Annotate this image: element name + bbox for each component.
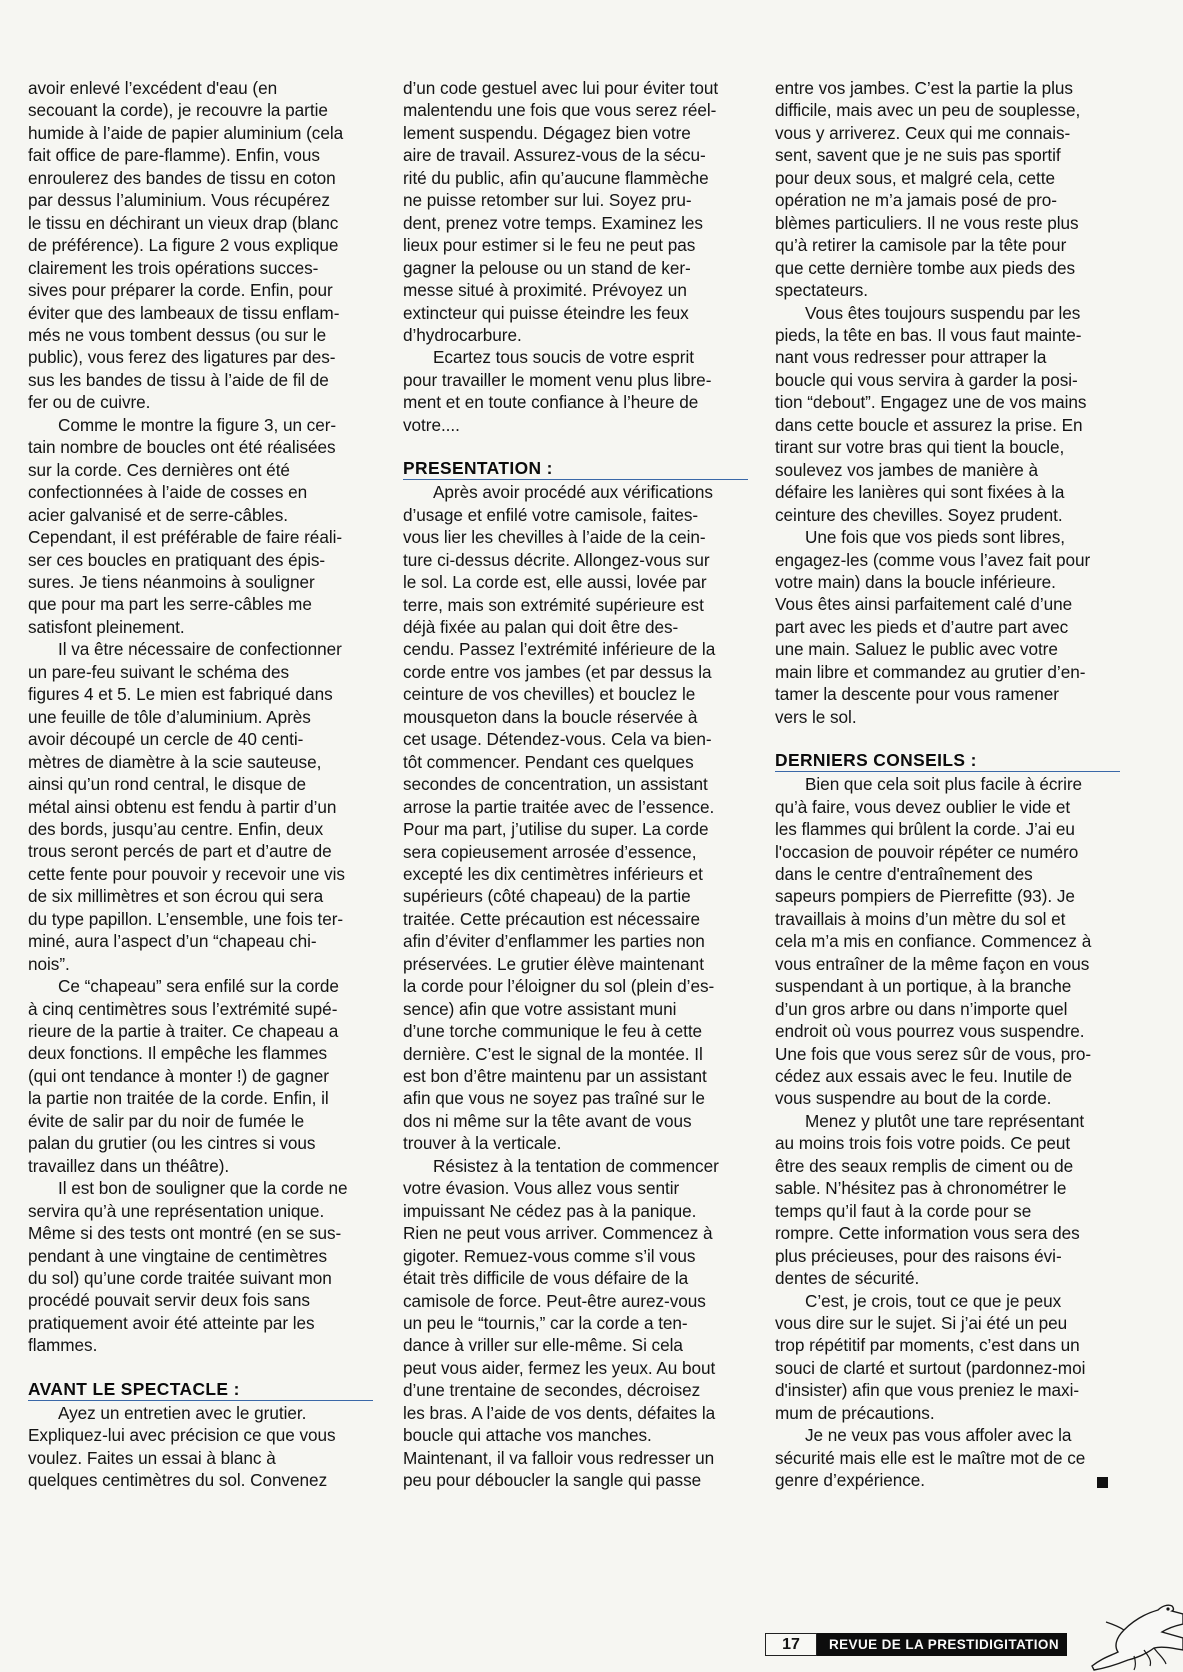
text-line: votre main) dans la boucle inférieure. — [775, 571, 1056, 592]
text-line: Une fois que vous serez sûr de vous, pro- — [775, 1043, 1092, 1064]
text-line: d’usage et enfilé votre camisole, faites- — [403, 504, 699, 525]
text-line: sera copieusement arrosée d’essence, — [403, 841, 697, 862]
text-line: au moins trois fois votre poids. Ce peut — [775, 1133, 1071, 1154]
text-line: opération ne m’a jamais posé de pro- — [775, 190, 1057, 211]
text-line: vous suspendre au bout de la corde. — [775, 1088, 1052, 1109]
text-line: sur la corde. Ces dernières ont été — [28, 459, 290, 480]
text-line: d'insister) afin que vous preniez le maxi- — [775, 1380, 1080, 1401]
text-line: rieure de la partie à traiter. Ce chapeau a — [28, 1021, 339, 1042]
text-line: Menez y plutôt une tare représentant — [805, 1110, 1085, 1131]
text-line: d’un code gestuel avec lui pour éviter tout — [403, 78, 719, 98]
text-line: Rien ne peut vous arriver. Commencez à — [403, 1223, 713, 1244]
text-line: que pour ma part les serre-câbles me — [28, 594, 312, 615]
text-line: lement suspendu. Dégagez bien votre — [403, 122, 691, 143]
text-line: gigoter. Remuez-vous comme s’il vous — [403, 1245, 696, 1266]
text-line: les flammes qui brûlent la corde. J’ai eu — [775, 819, 1075, 840]
text-line: ture ci-dessus décrite. Allongez-vous sur — [403, 549, 710, 570]
paragraph — [28, 1402, 373, 1492]
text-line: Pour ma part, j’utilise du super. La corde — [403, 819, 709, 840]
paragraph — [403, 346, 748, 436]
text-line: Il est bon de souligner que la corde ne — [58, 1178, 348, 1199]
text-line: peut vous aider, fermez les yeux. Au bout — [403, 1357, 716, 1378]
text-line: dos ni même sur la tête avant de vous — [403, 1110, 692, 1131]
text-line: déjà fixée au palan qui doit être des- — [403, 616, 679, 637]
text-line: sures. Je tiens néanmoins à souligner — [28, 571, 315, 592]
text-line: que cette dernière tombe aux pieds des — [775, 257, 1076, 278]
text-line: d’une torche communique le feu à cette — [403, 1021, 703, 1042]
text-line: pour travailler le moment venu plus libre- — [403, 369, 712, 390]
text-line: miné, aura l’aspect d’un “chapeau chi- — [28, 931, 317, 952]
paragraph — [28, 414, 373, 639]
text-line: engagez-les (comme vous l’avez fait pour — [775, 549, 1091, 570]
text-line: Vous êtes ainsi parfaitement calé d’une — [775, 594, 1073, 615]
text-line: sent, savent que je ne suis pas sportif — [775, 145, 1061, 166]
text-line: cette fente pour pouvoir y recevoir une vis — [28, 863, 345, 884]
text-line: pour deux sous, et malgré cela, cette — [775, 167, 1055, 188]
text-line: flammes. — [28, 1335, 98, 1356]
text-line: pendant à une vingtaine de centimètres — [28, 1245, 328, 1266]
text-line: afin d’éviter d’enflammer les parties non — [403, 931, 705, 952]
page-footer — [765, 1633, 1135, 1658]
text-line: sécurité mais elle est le maître mot de ce — [775, 1447, 1086, 1468]
text-line: cendu. Passez l’extrémité inférieure de la — [403, 639, 716, 660]
section-heading: AVANT LE SPECTACLE : — [28, 1379, 373, 1401]
text-line: souci de clarté et surtout (pardonnez-moi — [775, 1357, 1086, 1378]
text-line: blèmes particuliers. Il ne vous reste plus — [775, 212, 1079, 233]
text-line: (qui ont tendance à monter !) de gagner — [28, 1065, 329, 1086]
text-line: travaillais à moins d’un mètre du sol et — [775, 908, 1066, 929]
text-line: tirant sur votre bras qui tient la boucle, — [775, 437, 1065, 458]
text-line: procédé pouvait servir deux fois sans — [28, 1290, 310, 1311]
text-line: peu pour déboucler la sangle qui passe — [403, 1470, 702, 1491]
text-line: traitée. Cette précaution est nécessaire — [403, 908, 701, 929]
text-line: camisole de force. Peut-être aurez-vous — [403, 1290, 706, 1311]
text-line: Maintenant, il va falloir vous redresser un — [403, 1447, 715, 1468]
text-line: tion “debout”. Engagez une de vos mains — [775, 392, 1087, 413]
text-line: pratiquement avoir été atteinte par les — [28, 1312, 315, 1333]
text-line: vous lier les chevilles à l’aide de la cein- — [403, 527, 706, 548]
paragraph — [403, 1155, 748, 1492]
text-line: fer ou de cuivre. — [28, 392, 151, 413]
heading-spacer — [775, 728, 1120, 750]
text-line: excepté les dix centimètres inférieurs et — [403, 863, 703, 884]
text-line: trop répétitif par moments, c’est dans un — [775, 1335, 1080, 1356]
text-line: sapeurs pompiers de Pierrefitte (93). Je — [775, 886, 1075, 907]
text-line: travaillez dans un théâtre). — [28, 1155, 230, 1176]
text-line: être des seaux remplis de ciment ou de — [775, 1155, 1074, 1176]
text-line: suspendant à un portique, à la branche — [775, 976, 1072, 997]
text-line: Même si des tests ont montré (en se sus- — [28, 1223, 342, 1244]
text-line: endroit où vous pourrez vous suspendre. — [775, 1021, 1085, 1042]
text-line: avoir enlevé l’excédent d'eau (en — [28, 78, 278, 98]
text-line: satisfont pleinement. — [28, 616, 185, 637]
text-line: difficile, mais avec un peu de souplesse, — [775, 100, 1081, 121]
text-line: aire de travail. Assurez-vous de la sécu- — [403, 145, 706, 166]
text-line: nois”. — [28, 953, 70, 974]
text-line: mum de précautions. — [775, 1402, 935, 1423]
text-line: sus les bandes de tissu à l’aide de fil de — [28, 369, 329, 390]
text-line: cela m’a mis en confiance. Commencez à — [775, 931, 1092, 952]
text-line: une main. Saluez le public avec votre — [775, 639, 1058, 660]
text-line: main libre et commandez au grutier d’en- — [775, 661, 1086, 682]
text-line: d’une trentaine de secondes, décroisez — [403, 1380, 701, 1401]
text-line: voulez. Faites un essai à blanc à — [28, 1447, 276, 1468]
article-column-3 — [775, 77, 1120, 1492]
paragraph — [775, 1290, 1120, 1425]
text-line: terre, mais son extrémité supérieure est — [403, 594, 704, 615]
text-line: quelques centimètres du sol. Convenez — [28, 1470, 328, 1491]
heading-spacer — [28, 1357, 373, 1379]
text-line: dance à vriller sur elle-même. Si cela — [403, 1335, 683, 1356]
text-line: le sol. La corde est, elle aussi, lovée par — [403, 572, 707, 593]
text-line: ment et en toute confiance à l’heure de — [403, 392, 699, 413]
text-line: boucle qui vous servira à garder la posi- — [775, 369, 1078, 390]
text-line: Vous êtes toujours suspendu par les — [805, 302, 1081, 323]
text-line: qu’à retirer la camisole par la tête pour — [775, 235, 1067, 256]
page-number: 17 — [765, 1633, 817, 1656]
text-line: la corde pour l’éloigner du sol (plein d’es- — [403, 976, 715, 997]
text-line: tôt commencer. Pendant ces quelques — [403, 751, 694, 772]
text-line: par dessus l’aluminium. Vous récupérez — [28, 190, 330, 211]
text-line: més ne vous tombent dessus (ou sur le — [28, 324, 327, 345]
text-line: enroulerez des bandes de tissu en coton — [28, 167, 336, 188]
text-line: mousqueton dans la boucle réservée à — [403, 706, 698, 727]
text-line: deux fonctions. Il empêche les flammes — [28, 1043, 328, 1064]
text-line: public), vous ferez des ligatures par des- — [28, 347, 336, 368]
text-line: la partie non traitée de la corde. Enfin, il — [28, 1088, 329, 1109]
text-line: les bras. A l’aide de vos dents, défaites la — [403, 1402, 716, 1423]
text-line: dentes de sécurité. — [775, 1268, 920, 1289]
text-line: le tissu en déchirant un vieux drap (blanc — [28, 212, 339, 233]
text-line: d’hydrocarbure. — [403, 324, 522, 345]
text-line: éviter que des lambeaux de tissu enflam- — [28, 302, 340, 323]
text-line: Une fois que vos pieds sont libres, — [805, 527, 1066, 548]
text-line: soulevez vos jambes de manière à — [775, 459, 1039, 480]
text-line: Après avoir procédé aux vérifications — [433, 482, 713, 503]
paragraph — [775, 77, 1120, 302]
text-line: préservées. Le grutier élève maintenant — [403, 953, 704, 974]
text-line: des bords, jusqu’au centre. Enfin, deux — [28, 818, 324, 839]
text-line: malentendu une fois que vous serez réel- — [403, 100, 717, 121]
text-line: évite de salir par du noir de fumée le — [28, 1110, 305, 1131]
text-line: est bon d’être maintenu par un assistant — [403, 1066, 707, 1087]
text-line: Je ne veux pas vous affoler avec la — [805, 1425, 1072, 1446]
text-line: rompre. Cette information vous sera des — [775, 1223, 1080, 1244]
text-line: à cinq centimètres sous l’extrémité supé- — [28, 998, 338, 1019]
text-line: cédez aux essais avec le feu. Inutile de — [775, 1066, 1073, 1087]
text-line: humide à l’aide de papier aluminium (cela — [28, 122, 344, 143]
text-line: extincteur qui puisse éteindre les feux — [403, 302, 689, 323]
text-line: part avec les pieds et d’autre part avec — [775, 616, 1069, 637]
text-line: métal ainsi obtenu est fendu à partir d’un — [28, 796, 337, 817]
text-line: vous y arriverez. Ceux qui me connais- — [775, 122, 1071, 143]
text-line: l'occasion de pouvoir répéter ce numéro — [775, 841, 1079, 862]
text-line: figures 4 et 5. Le mien est fabriqué dans — [28, 684, 333, 705]
text-line: du sol) qu’une corde traitée suivant mon — [28, 1268, 332, 1289]
text-line: ainsi qu’un rond central, le disque de — [28, 774, 307, 795]
text-line: rité du public, afin qu’aucune flammèche — [403, 167, 709, 188]
text-line: de six millimètres et son écrou qui sera — [28, 886, 324, 907]
text-line: Expliquez-lui avec précision ce que vous — [28, 1425, 336, 1446]
text-line: tamer la descente pour vous ramener — [775, 684, 1059, 705]
paragraph — [775, 526, 1120, 728]
paragraph — [403, 77, 748, 346]
text-line: un peu le “tournis,” car la corde a ten- — [403, 1313, 688, 1334]
text-line: Cependant, il est préférable de faire réali- — [28, 527, 343, 548]
paragraph — [28, 1177, 373, 1357]
text-line: cet usage. Détendez-vous. Cela va bien- — [403, 729, 712, 750]
text-line: sence) afin que votre assistant muni — [403, 998, 677, 1019]
paragraph — [775, 1110, 1120, 1290]
text-line: plus précieuses, pour des raisons évi- — [775, 1245, 1062, 1266]
text-line: vous dire sur le sujet. Si j’ai été un peu — [775, 1313, 1068, 1334]
text-line: C’est, je crois, tout ce que je peux — [805, 1290, 1062, 1311]
end-of-article-mark — [1097, 1477, 1108, 1488]
text-line: supérieurs (côté chapeau) de la partie — [403, 886, 691, 907]
text-line: secouant la corde), je recouvre la partie — [28, 100, 328, 121]
text-line: corde entre vos jambes (et par dessus la — [403, 661, 712, 682]
text-line: afin que vous ne soyez pas traîné sur le — [403, 1088, 705, 1109]
paragraph — [775, 773, 1120, 1110]
text-line: dans le centre d'entraînement des — [775, 863, 1033, 884]
paragraph — [775, 1424, 1120, 1491]
text-line: mètres de diamètre à la scie sauteuse, — [28, 751, 322, 772]
text-line: temps qu’il faut à la corde pour se — [775, 1200, 1032, 1221]
text-line: confectionnées à l’aide de cosses en — [28, 482, 308, 503]
text-line: ser ces boucles en pratiquant des épis- — [28, 549, 326, 570]
text-line: Ecartez tous soucis de votre esprit — [433, 347, 694, 368]
text-line: entre vos jambes. C’est la partie la plus — [775, 78, 1073, 98]
text-line: arrose la partie traitée avec de l’essence. — [403, 796, 715, 817]
text-line: Comme le montre la figure 3, un cer- — [58, 414, 337, 435]
paragraph — [28, 638, 373, 975]
text-line: sives pour préparer la corde. Enfin, pour — [28, 280, 333, 301]
text-line: boucle qui attache vos manches. — [403, 1425, 652, 1446]
text-line: impuissant Ne cédez pas à la panique. — [403, 1200, 697, 1221]
text-line: avoir découpé un cercle de 40 centi- — [28, 729, 304, 750]
text-line: trouver à la verticale. — [403, 1133, 562, 1154]
publication-title: REVUE DE LA PRESTIDIGITATION — [817, 1633, 1067, 1656]
paragraph — [403, 481, 748, 1155]
text-line: lieux pour estimer si le feu ne peut pas — [403, 235, 696, 256]
text-line: du type papillon. L’ensemble, une fois ter- — [28, 908, 344, 929]
text-line: genre d’expérience. — [775, 1470, 926, 1491]
paragraph — [28, 975, 373, 1177]
text-line: fait office de pare-flamme). Enfin, vous — [28, 145, 320, 166]
dove-icon — [1088, 1598, 1183, 1672]
text-line: votre évasion. Vous allez vous sentir — [403, 1178, 680, 1199]
text-line: Résistez à la tentation de commencer — [433, 1155, 719, 1176]
text-line: vers le sol. — [775, 706, 857, 727]
text-line: ceinture des chevilles. Soyez prudent. — [775, 504, 1063, 525]
text-line: secondes de concentration, un assistant — [403, 774, 708, 795]
text-line: défaire les lanières qui sont fixées à la — [775, 482, 1065, 503]
text-line: spectateurs. — [775, 280, 869, 301]
text-line: acier galvanisé et de serre-câbles. — [28, 504, 289, 525]
heading-spacer — [403, 436, 748, 458]
text-line: votre.... — [403, 414, 460, 435]
text-line: ceinture de vos chevilles) et bouclez le — [403, 684, 696, 705]
text-line: une feuille de tôle d’aluminium. Après — [28, 706, 311, 727]
text-line: de préférence). La figure 2 vous explique — [28, 235, 339, 256]
text-line: palan du grutier (ou les cintres si vous — [28, 1133, 316, 1154]
text-line: sable. N’hésitez pas à chronométrer le — [775, 1178, 1067, 1199]
text-line: gagner la pelouse ou un stand de ker- — [403, 257, 691, 278]
article-column-1 — [28, 77, 373, 1492]
text-line: pieds, la tête en bas. Il vous faut mainte- — [775, 324, 1082, 345]
text-line: dent, prenez votre temps. Examinez les — [403, 212, 703, 233]
text-line: qu’à faire, vous devez oublier le vide et — [775, 796, 1071, 817]
paragraph — [775, 302, 1120, 527]
article-column-2 — [403, 77, 748, 1492]
text-line: Ayez un entretien avec le grutier. — [58, 1402, 307, 1423]
text-line: un pare-feu suivant le schéma des — [28, 661, 290, 682]
text-line: vous entraîner de la même façon en vous — [775, 953, 1090, 974]
text-line: ne puisse retomber sur lui. Soyez pru- — [403, 190, 692, 211]
text-line: messe situé à proximité. Prévoyez un — [403, 280, 687, 301]
text-line: nant vous redresser pour attraper la — [775, 347, 1047, 368]
text-line: trous seront percés de part et d’autre de — [28, 841, 332, 862]
text-line: clairement les trois opérations succes- — [28, 257, 319, 278]
text-line: était très difficile de vous défaire de la — [403, 1268, 689, 1289]
section-heading: DERNIERS CONSEILS : — [775, 750, 1120, 772]
text-line: d’un gros arbre ou dans n’importe quel — [775, 998, 1068, 1019]
text-line: Ce “chapeau” sera enfilé sur la corde — [58, 976, 339, 997]
text-line: Bien que cela soit plus facile à écrire — [805, 774, 1083, 795]
text-line: tain nombre de boucles ont été réalisées — [28, 437, 336, 458]
paragraph — [28, 77, 373, 414]
section-heading: PRESENTATION : — [403, 458, 748, 480]
text-line: Il va être nécessaire de confectionner — [58, 639, 342, 660]
text-line: servira qu’à une représentation unique. — [28, 1200, 325, 1221]
text-line: dernière. C’est le signal de la montée. Il — [403, 1043, 703, 1064]
text-line: dans cette boucle et assurez la prise. En — [775, 414, 1083, 435]
